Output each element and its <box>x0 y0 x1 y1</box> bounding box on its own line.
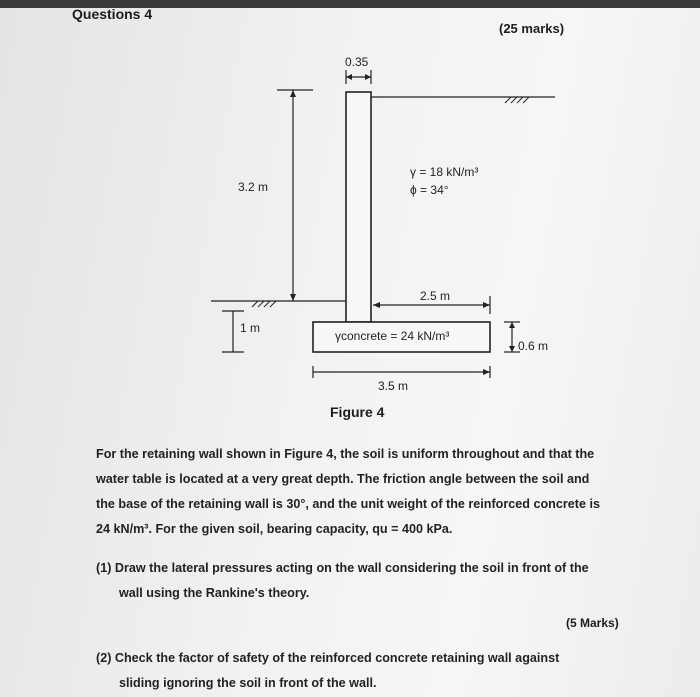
question-1 <box>96 556 656 606</box>
soil-phi: ϕ = 34° <box>410 183 449 197</box>
dim-3.2-arrow-top <box>290 90 296 97</box>
dim-2.5-arrow-right <box>483 302 490 308</box>
q1-line: (1) Draw the lateral pressures acting on the wall considering the soil in front of the <box>96 561 589 575</box>
label-height: 3.2 m <box>238 180 269 194</box>
label-heel: 2.5 m <box>420 289 451 303</box>
wall-stem <box>346 92 371 322</box>
label-base-width: 3.5 m <box>378 379 409 393</box>
dim-3.2-arrow-bottom <box>290 294 296 301</box>
intro-line: For the retaining wall shown in Figure 4, the soil is uniform throughout and that the <box>96 447 595 461</box>
intro-line: 24 kN/m³. For the given soil, bearing capacity, qu = 400 kPa. <box>96 522 453 536</box>
ground-hatch-front <box>252 301 276 307</box>
dim-2.5-arrow-left <box>373 302 380 308</box>
label-front-depth: 1 m <box>240 321 261 335</box>
question-marks: (25 marks) <box>499 21 565 36</box>
question-1-marks: (5 Marks) <box>566 616 619 630</box>
ground-hatch-back <box>505 97 529 103</box>
concrete-unit-weight: γconcrete = 24 kN/m³ <box>335 329 450 343</box>
dim-0.6-arrow-top <box>509 322 515 328</box>
q2-line: (2) Check the factor of safety of the reinforced concrete retaining wall against <box>96 651 560 665</box>
q1-line: wall using the Rankine's theory. <box>119 586 310 600</box>
intro-line: water table is located at a very great depth. The friction angle between the soil and <box>96 472 590 486</box>
question-title: Questions 4 <box>72 6 153 22</box>
q2-line: sliding ignoring the soil in front of the wall. <box>119 676 377 690</box>
dim-3.5-arrow-right <box>483 369 490 375</box>
question-2 <box>96 646 656 696</box>
dim-0.6-arrow-bottom <box>509 346 515 352</box>
figure-caption: Figure 4 <box>330 404 385 420</box>
intro-line: the base of the retaining wall is 30°, and the unit weight of the reinforced concrete is <box>96 497 600 511</box>
label-base-thickness: 0.6 m <box>518 339 549 353</box>
dim-0.35-arrow-right <box>365 74 371 80</box>
problem-intro <box>96 442 656 542</box>
label-top-width: 0.35 <box>345 55 369 69</box>
soil-gamma: γ = 18 kN/m³ <box>410 165 479 179</box>
dim-0.35-arrow-left <box>346 74 352 80</box>
